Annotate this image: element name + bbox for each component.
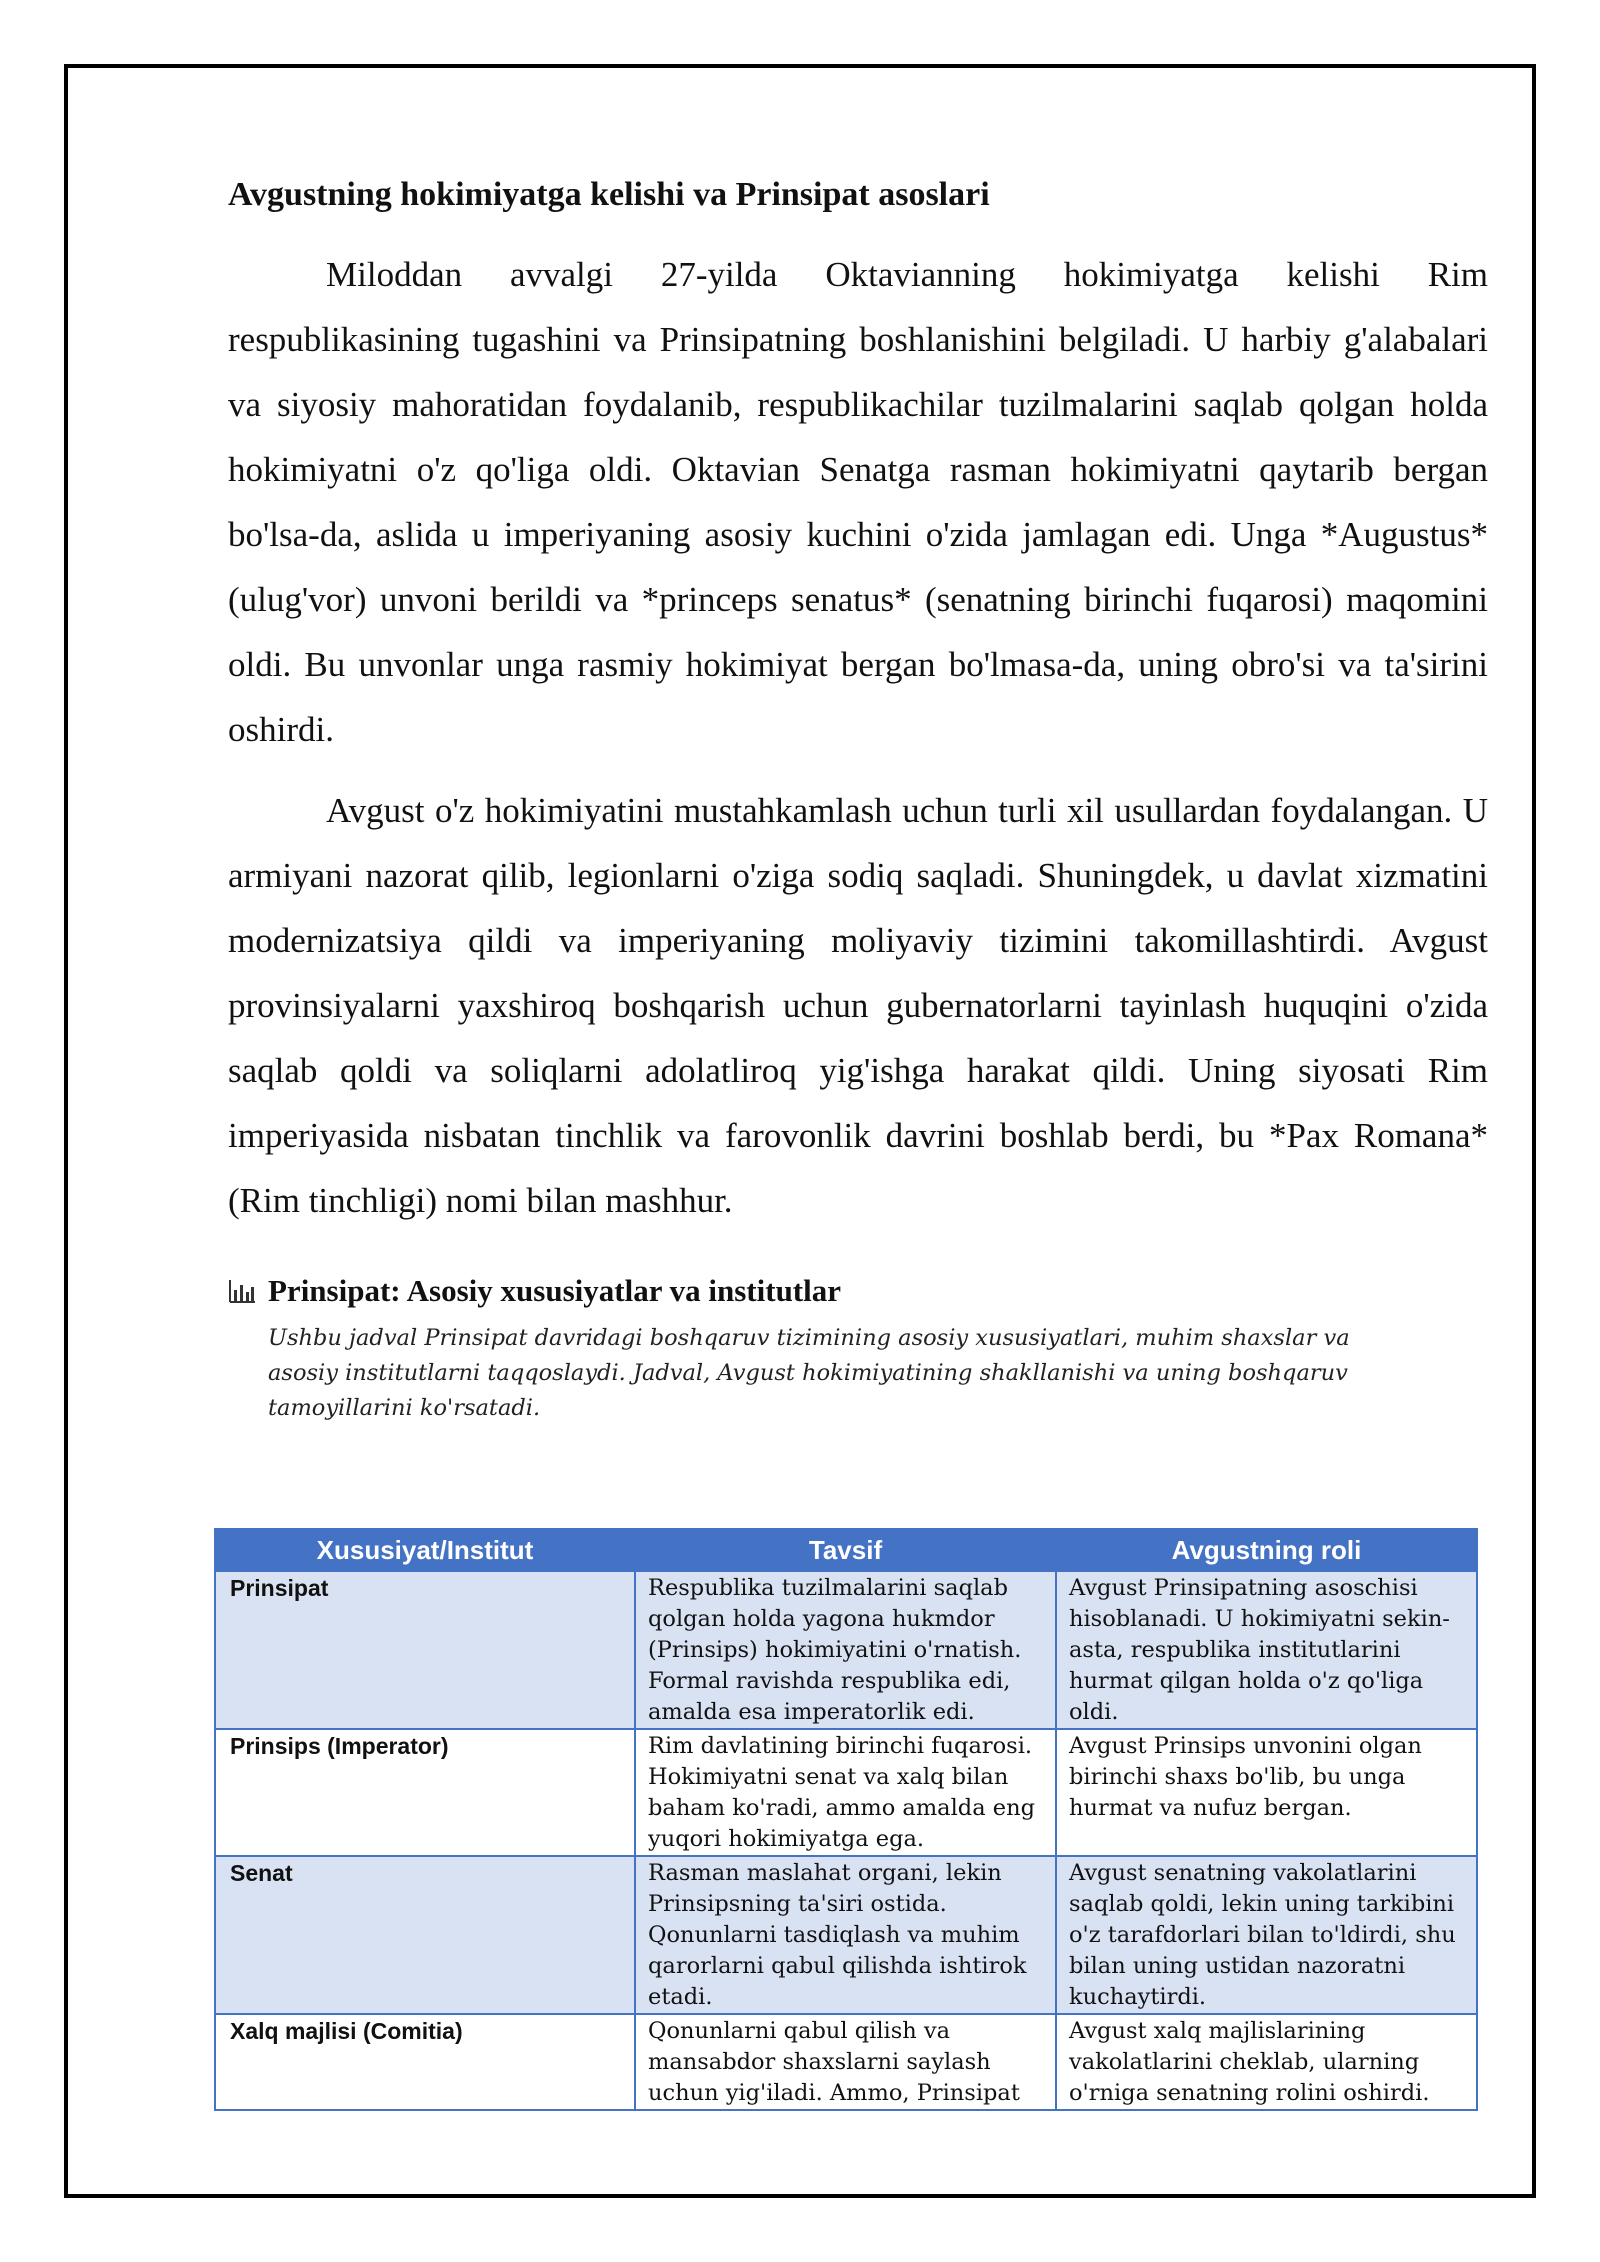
table-row xyxy=(215,1571,1477,1729)
description-cell: Rasman maslahat organi, lekin Prinsipsning ta'siri ostida. Qonunlarni tasdiqlash va muhim qarorlarni qabul qilishda ishtirok etadi. xyxy=(635,1856,1056,2014)
section-heading: Avgustning hokimiyatga kelishi va Prinsipat asoslari xyxy=(228,176,990,213)
feature-cell: Senat xyxy=(215,1856,635,2014)
role-cell: Avgust senatning vakolatlarini saqlab qoldi, lekin uning tarkibini o'z tarafdorlari bilan to'ldirdi, shu bilan uning ustidan nazoratni kuchaytirdi. xyxy=(1056,1856,1477,2014)
table-title: Prinsipat: Asosiy xususiyatlar va institutlar xyxy=(268,1273,842,1308)
column-header: Xususiyat/Institut xyxy=(215,1529,635,1571)
column-header: Avgustning roli xyxy=(1056,1529,1477,1571)
feature-cell: Prinsips (Imperator) xyxy=(215,1729,635,1856)
role-cell: Avgust xalq majlislarining vakolatlarini cheklab, ularning o'rniga senatning rolini oshirdi. xyxy=(1056,2014,1477,2110)
role-cell: Avgust Prinsips unvonini olgan birinchi shaxs bo'lib, bu unga hurmat va nufuz bergan. xyxy=(1056,1729,1477,1856)
table-section-title xyxy=(228,1269,1488,1313)
bar-chart-icon xyxy=(228,1278,256,1304)
column-header: Tavsif xyxy=(635,1529,1056,1571)
paragraph: Miloddan avvalgi 27-yilda Oktavianning hokimiyatga kelishi Rim respublikasining tugashini va Prinsipatning boshlanishini belgiladi. U harbiy g'alabalari va siyosiy mahoratidan foydalanib, respublikachilar tuzilmalarini saqlab qolgan holda hokimiyatni o'z qo'liga oldi. Oktavian Senatga rasman hokimiyatni qaytarib bergan bo'lsa-da, aslida u imperiyaning asosiy kuchini o'zida jamlagan edi. Unga *Augustus* (ulug'vor) unvoni berildi va *princeps senatus* (senatning birinchi fuqarosi) maqomini oldi. Bu unvonlar unga rasmiy hokimiyat bergan bo'lmasa-da, uning obro'si va ta'sirini oshirdi. xyxy=(228,255,1488,749)
description-cell: Qonunlarni qabul qilish va mansabdor shaxslarni saylash uchun yig'iladi. Ammo, Prinsipat xyxy=(635,2014,1056,2110)
paragraph: Avgust o'z hokimiyatini mustahkamlash uchun turli xil usullardan foydalangan. U armiyani nazorat qilib, legionlarni o'ziga sodiq saqladi. Shuningdek, u davlat xizmatini modernizatsiya qildi va imperiyaning moliyaviy tizimini takomillashtirdi. Avgust provinsiyalarni yaxshiroq boshqarish uchun gubernatorlarni tayinlash huquqini o'zida saqlab qoldi va soliqlarni adolatliroq yig'ishga harakat qildi. Uning siyosati Rim imperiyasida nisbatan tinchlik va farovonlik davrini boshlab berdi, bu *Pax Romana* (Rim tinchligi) nomi bilan mashhur. xyxy=(228,791,1488,1220)
table-header-row xyxy=(215,1529,1477,1571)
description-cell: Respublika tuzilmalarini saqlab qolgan holda yagona hukmdor (Prinsips) hokimiyatini o'rnatish. Formal ravishda respublika edi, amalda esa imperatorlik edi. xyxy=(635,1571,1056,1729)
document-body xyxy=(228,170,1488,1444)
table-row xyxy=(215,1729,1477,1856)
description-cell: Rim davlatining birinchi fuqarosi. Hokimiyatni senat va xalq bilan baham ko'radi, ammo amalda eng yuqori hokimiyatga ega. xyxy=(635,1729,1056,1856)
role-cell: Avgust Prinsipatning asoschisi hisoblanadi. U hokimiyatni sekin-asta, respublika institutlarini hurmat qilgan holda o'z qo'liga oldi. xyxy=(1056,1571,1477,1729)
feature-cell: Prinsipat xyxy=(215,1571,635,1729)
features-table xyxy=(214,1528,1478,2111)
table-row xyxy=(215,2014,1477,2110)
feature-cell: Xalq majlisi (Comitia) xyxy=(215,2014,635,2110)
table-caption: Ushbu jadval Prinsipat davridagi boshqaruv tizimining asosiy xususiyatlari, muhim shaxslar va asosiy institutlarni taqqoslaydi. Jadval, Avgust hokimiyatining shakllanishi va uning boshqaruv tamoyillarini ko'rsatadi. xyxy=(268,1325,1350,1421)
table-row xyxy=(215,1856,1477,2014)
